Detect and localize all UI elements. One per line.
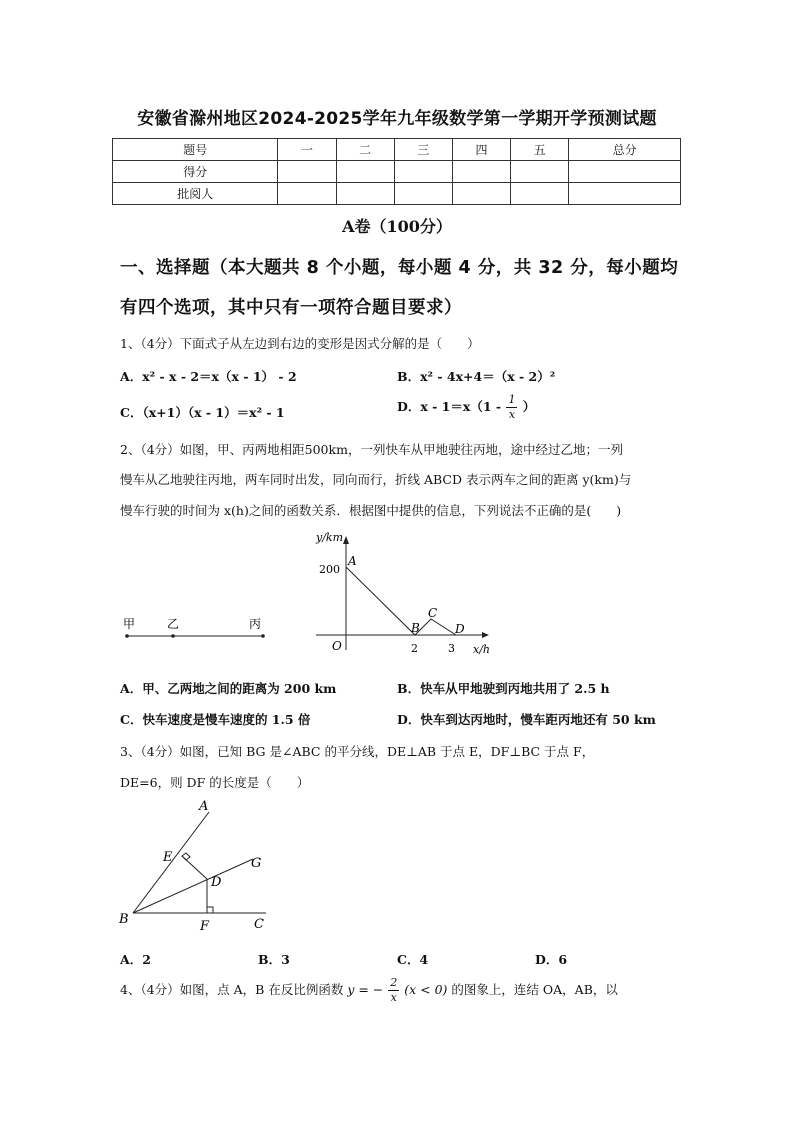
section-a-title: A卷（100分） xyxy=(342,217,452,236)
q3-option-a: A．2 xyxy=(120,952,151,967)
right-angle-mark-f xyxy=(207,907,213,913)
point-label-b: B xyxy=(411,621,420,635)
graph-polyline-abcd xyxy=(346,567,456,635)
fraction xyxy=(388,976,399,1005)
q4-stem xyxy=(120,976,618,1005)
q1-option-d-close: ） xyxy=(522,399,536,414)
function-condition: (x < 0) xyxy=(404,982,448,997)
score-table xyxy=(112,138,681,205)
q4-stem-end: 的图象上，连结 OA，AB，以 xyxy=(451,982,618,997)
x-axis-label: x/h xyxy=(473,643,490,656)
table-cell xyxy=(452,161,510,183)
table-cell xyxy=(569,161,681,183)
table-cell: 总分 xyxy=(569,139,681,161)
y-axis-arrow xyxy=(343,536,349,544)
q3-option-b: B．3 xyxy=(258,952,290,967)
table-cell xyxy=(511,161,569,183)
point-label-a: A xyxy=(348,554,357,568)
q3-figure xyxy=(110,795,280,940)
point-label-e: E xyxy=(163,850,173,865)
place-label: 乙 xyxy=(167,617,180,631)
q2-stem-line2: 慢车从乙地驶往丙地，两车同时出发，同向而行，折线 ABCD 表示两车之间的距离 y(km)与 xyxy=(120,472,632,487)
point-label-f: F xyxy=(200,919,210,934)
table-cell xyxy=(394,161,452,183)
table-cell: 得分 xyxy=(113,161,278,183)
table-cell: 一 xyxy=(278,139,336,161)
place-label: 甲 xyxy=(123,617,136,631)
point-label-a: A xyxy=(199,799,209,814)
table-cell xyxy=(336,161,394,183)
q1-option-d xyxy=(397,393,535,422)
right-angle-mark-e xyxy=(182,853,190,860)
x-tick-label: 3 xyxy=(448,642,455,655)
y-tick-label: 200 xyxy=(319,563,340,576)
route-diagram xyxy=(123,617,265,638)
point-label-c: C xyxy=(428,606,438,620)
fraction-numerator: 1 xyxy=(508,393,516,406)
table-cell xyxy=(278,183,336,205)
ray-bg xyxy=(133,859,253,913)
q1-option-b: B．x² - 4x+4＝（x - 2）² xyxy=(397,369,556,384)
table-cell: 二 xyxy=(336,139,394,161)
y-axis-label: y/km xyxy=(316,531,344,544)
q1-stem: 1、（4分）下面式子从左边到右边的变形是因式分解的是（ ） xyxy=(120,336,480,351)
fraction-denominator: x xyxy=(390,991,397,1004)
q2-option-c: C．快车速度是慢车速度的 1.5 倍 xyxy=(120,712,311,727)
table-cell xyxy=(452,183,510,205)
q2-option-b: B．快车从甲地驶到丙地共用了 2.5 h xyxy=(397,681,610,696)
section-heading-line2: 有四个选项，其中只有一项符合题目要求） xyxy=(120,298,462,318)
q2-stem-line3: 慢车行驶的时间为 x(h)之间的函数关系．根据图中提供的信息，下列说法不正确的是( ) xyxy=(120,503,622,518)
table-cell xyxy=(394,183,452,205)
section-heading-line1: 一、选择题（本大题共 8 个小题，每小题 4 分，共 32 分，每小题均 xyxy=(120,258,679,278)
function-lhs: y = − xyxy=(347,982,384,997)
table-cell: 五 xyxy=(511,139,569,161)
q1-option-c: C．（x+1）（x - 1）＝x² - 1 xyxy=(120,405,285,420)
q1-option-a: A．x² - x - 2＝x（x - 1） - 2 xyxy=(120,369,297,384)
point-label-b: B xyxy=(119,912,129,927)
table-row xyxy=(113,183,681,205)
table-cell: 三 xyxy=(394,139,452,161)
q2-option-d: D．快车到达丙地时，慢车距丙地还有 50 km xyxy=(397,712,656,727)
route-dot xyxy=(171,634,175,638)
table-cell xyxy=(511,183,569,205)
table-cell xyxy=(569,183,681,205)
q4-stem-start: 4、（4分）如图，点 A，B 在反比例函数 xyxy=(120,982,344,997)
table-cell xyxy=(336,183,394,205)
q1-option-d-text: D．x - 1＝x（1 - xyxy=(397,399,502,414)
fraction-numerator: 2 xyxy=(390,976,398,989)
table-cell: 题号 xyxy=(113,139,278,161)
x-tick-label: 2 xyxy=(411,642,418,655)
table-cell xyxy=(278,161,336,183)
q2-figure xyxy=(110,525,510,665)
q2-stem-line1: 2、（4分）如图，甲、丙两地相距500km，一列快车从甲地驶往丙地，途中经过乙地；一列 xyxy=(120,442,623,457)
table-row xyxy=(113,161,681,183)
origin-label: O xyxy=(332,639,342,653)
table-cell: 批阅人 xyxy=(113,183,278,205)
fraction xyxy=(506,393,517,422)
page-title: 安徽省滁州地区2024-2025学年九年级数学第一学期开学预测试题 xyxy=(137,109,657,129)
point-label-d: D xyxy=(455,622,465,636)
place-label: 丙 xyxy=(249,617,262,631)
distance-time-graph xyxy=(315,531,490,656)
x-axis-arrow xyxy=(482,632,489,638)
q2-option-a: A．甲、乙两地之间的距离为 200 km xyxy=(120,681,337,696)
q3-option-c: C．4 xyxy=(397,952,429,967)
point-label-c: C xyxy=(254,917,264,932)
q3-stem-line1: 3、（4分）如图，已知 BG 是∠ABC 的平分线，DE⊥AB 于点 E，DF⊥BC 于点 F， xyxy=(120,744,595,759)
point-label-d: D xyxy=(211,875,222,890)
fraction-denominator: x xyxy=(508,408,516,421)
route-dot xyxy=(261,634,265,638)
route-dot xyxy=(125,634,129,638)
point-label-g: G xyxy=(251,856,262,871)
q3-stem-line2: DE=6，则 DF 的长度是（ ） xyxy=(120,775,310,790)
table-cell: 四 xyxy=(452,139,510,161)
table-row xyxy=(113,139,681,161)
q3-option-d: D．6 xyxy=(535,952,568,967)
